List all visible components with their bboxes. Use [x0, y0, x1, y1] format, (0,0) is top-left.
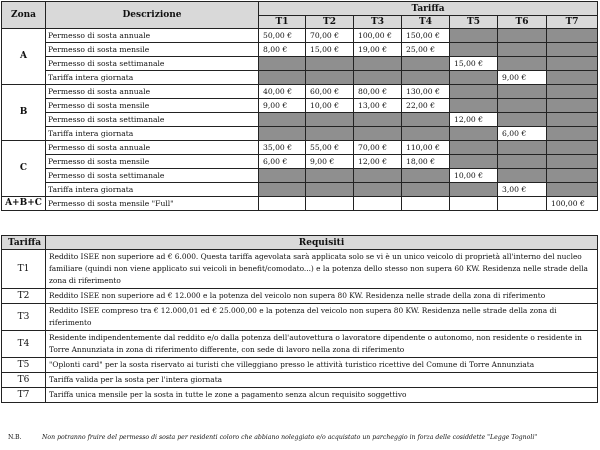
empty-price-cell	[259, 57, 306, 71]
price-cell: 150,00 €	[402, 29, 450, 43]
empty-price-cell	[450, 29, 498, 43]
empty-price-cell	[259, 71, 306, 85]
requirement-tier: T7	[2, 388, 46, 403]
req-header-requisiti: Requisiti	[46, 236, 598, 250]
empty-price-cell	[306, 113, 354, 127]
empty-price-cell	[498, 57, 547, 71]
tariff-table	[1, 1, 598, 220]
tariff-row	[2, 99, 598, 113]
permit-description: Permesso di sosta annuale	[46, 29, 259, 43]
requirement-row	[2, 289, 598, 304]
empty-price-cell	[547, 71, 598, 85]
price-cell: 9,00 €	[259, 99, 306, 113]
price-cell: 18,00 €	[402, 155, 450, 169]
requirement-tier: T5	[2, 358, 46, 373]
requirement-row	[2, 250, 598, 289]
price-cell: 13,00 €	[354, 99, 402, 113]
empty-price-cell	[450, 85, 498, 99]
header-tier-t5: T5	[450, 16, 498, 29]
empty-price-cell	[402, 71, 450, 85]
empty-price-cell	[259, 197, 306, 211]
requirement-tier: T4	[2, 331, 46, 358]
empty-price-cell	[450, 71, 498, 85]
empty-price-cell	[498, 99, 547, 113]
empty-price-cell	[402, 169, 450, 183]
requirement-text: "Oplonti card" per la sosta riservato ai turisti che villeggiano presso le attività turistico ricettive del Comune di Torre Annunziata	[46, 358, 598, 373]
empty-price-cell	[306, 169, 354, 183]
empty-price-cell	[402, 183, 450, 197]
price-cell: 8,00 €	[259, 43, 306, 57]
empty-price-cell	[259, 113, 306, 127]
empty-price-cell	[354, 127, 402, 141]
tariff-row	[2, 169, 598, 183]
empty-price-cell	[547, 183, 598, 197]
empty-price-cell	[547, 99, 598, 113]
empty-price-cell	[547, 155, 598, 169]
empty-price-cell	[450, 127, 498, 141]
requirements-table	[1, 235, 598, 403]
empty-price-cell	[498, 43, 547, 57]
price-cell: 19,00 €	[354, 43, 402, 57]
tariff-row	[2, 29, 598, 43]
empty-price-cell	[354, 169, 402, 183]
header-tier-t4: T4	[402, 16, 450, 29]
empty-price-cell	[498, 141, 547, 155]
empty-price-cell	[402, 127, 450, 141]
empty-price-cell	[354, 197, 402, 211]
requirement-text: Reddito ISEE non superiore ad € 6.000. Questa tariffa agevolata sarà applicata solo se vi è un unico veicolo di proprietà all'interno del nucleo familiare (quindi non viene applicato sui veicoli in benefit/comodato...) e la potenza dello stesso non supera 60 KW. Residenza nelle strade della zona di riferimento	[46, 250, 598, 289]
tariff-table-body	[2, 29, 598, 211]
spacer-cell	[2, 211, 598, 221]
empty-price-cell	[306, 197, 354, 211]
empty-price-cell	[498, 169, 547, 183]
requirement-text: Tariffa unica mensile per la sosta in tutte le zone a pagamento senza alcun requisito soggettivo	[46, 388, 598, 403]
empty-price-cell	[450, 155, 498, 169]
price-cell: 10,00 €	[450, 169, 498, 183]
requirement-row	[2, 373, 598, 388]
empty-price-cell	[354, 113, 402, 127]
empty-price-cell	[498, 155, 547, 169]
empty-price-cell	[547, 85, 598, 99]
req-header-tariffa: Tariffa	[2, 236, 46, 250]
permit-description: Tariffa intera giornata	[46, 183, 259, 197]
price-cell: 22,00 €	[402, 99, 450, 113]
footnote-label: N.B.	[8, 434, 22, 441]
requirement-text: Residente indipendentemente dal reddito e/o dalla potenza dell'autovettura o lavoratore dipendente o autonomo, non residente o residente in Torre Annunziata in zona di riferimento differente, con sede di lavoro nella zona di riferimento	[46, 331, 598, 358]
permit-description: Permesso di sosta mensile "Full"	[46, 197, 259, 211]
header-tier-t7: T7	[547, 16, 598, 29]
empty-price-cell	[402, 197, 450, 211]
empty-price-cell	[259, 169, 306, 183]
requirement-row	[2, 388, 598, 403]
price-cell: 6,00 €	[259, 155, 306, 169]
header-tier-t6: T6	[498, 16, 547, 29]
empty-price-cell	[547, 127, 598, 141]
permit-description: Permesso di sosta settimanale	[46, 113, 259, 127]
price-cell: 15,00 €	[450, 57, 498, 71]
price-cell: 70,00 €	[306, 29, 354, 43]
empty-price-cell	[354, 57, 402, 71]
tariff-row	[2, 183, 598, 197]
price-cell: 9,00 €	[498, 71, 547, 85]
zone-label: C	[2, 141, 46, 197]
header-tier-t2: T2	[306, 16, 354, 29]
empty-price-cell	[450, 141, 498, 155]
empty-price-cell	[547, 141, 598, 155]
tariff-row	[2, 141, 598, 155]
permit-description: Permesso di sosta settimanale	[46, 57, 259, 71]
requirement-tier: T3	[2, 304, 46, 331]
price-cell: 15,00 €	[306, 43, 354, 57]
requirement-text: Reddito ISEE compreso tra € 12.000,01 ed € 25.000,00 e la potenza del veicolo non supera 80 KW. Residenza nelle strade della zona di riferimento	[46, 304, 598, 331]
price-cell: 100,00 €	[354, 29, 402, 43]
price-cell: 3,00 €	[498, 183, 547, 197]
empty-price-cell	[450, 43, 498, 57]
permit-description: Permesso di sosta mensile	[46, 155, 259, 169]
tariff-row	[2, 197, 598, 211]
empty-price-cell	[498, 113, 547, 127]
permit-description: Permesso di sosta annuale	[46, 141, 259, 155]
requirement-tier: T1	[2, 250, 46, 289]
price-cell: 9,00 €	[306, 155, 354, 169]
permit-description: Permesso di sosta mensile	[46, 43, 259, 57]
tariff-row	[2, 57, 598, 71]
requirement-row	[2, 358, 598, 373]
price-cell: 60,00 €	[306, 85, 354, 99]
tariff-row	[2, 127, 598, 141]
empty-price-cell	[450, 197, 498, 211]
empty-price-cell	[354, 183, 402, 197]
requirement-tier: T6	[2, 373, 46, 388]
price-cell: 50,00 €	[259, 29, 306, 43]
price-cell: 10,00 €	[306, 99, 354, 113]
price-cell: 70,00 €	[354, 141, 402, 155]
empty-price-cell	[402, 57, 450, 71]
permit-description: Permesso di sosta settimanale	[46, 169, 259, 183]
header-zona: Zona	[2, 2, 46, 29]
price-cell: 110,00 €	[402, 141, 450, 155]
price-cell: 40,00 €	[259, 85, 306, 99]
price-cell: 35,00 €	[259, 141, 306, 155]
empty-price-cell	[402, 113, 450, 127]
tariff-row	[2, 85, 598, 99]
empty-price-cell	[306, 71, 354, 85]
price-cell: 25,00 €	[402, 43, 450, 57]
spacer-row	[2, 211, 598, 221]
price-cell: 12,00 €	[354, 155, 402, 169]
tariff-row	[2, 155, 598, 169]
empty-price-cell	[259, 183, 306, 197]
tariff-row	[2, 43, 598, 57]
requirement-tier: T2	[2, 289, 46, 304]
permit-description: Permesso di sosta mensile	[46, 99, 259, 113]
price-cell: 55,00 €	[306, 141, 354, 155]
price-cell: 130,00 €	[402, 85, 450, 99]
empty-price-cell	[498, 85, 547, 99]
permit-description: Permesso di sosta annuale	[46, 85, 259, 99]
requirement-text: Reddito ISEE non superiore ad € 12.000 e la potenza del veicolo non supera 80 KW. Residenza nelle strade della zona di riferimento	[46, 289, 598, 304]
requirement-row	[2, 304, 598, 331]
requirement-row	[2, 331, 598, 358]
permit-description: Tariffa intera giornata	[46, 71, 259, 85]
header-tier-t1: T1	[259, 16, 306, 29]
empty-price-cell	[547, 113, 598, 127]
empty-price-cell	[547, 57, 598, 71]
empty-price-cell	[547, 169, 598, 183]
requirement-text: Tariffa valida per la sosta per l'intera giornata	[46, 373, 598, 388]
zone-label: A+B+C	[2, 197, 46, 211]
empty-price-cell	[547, 29, 598, 43]
footnote	[8, 434, 594, 441]
zone-label: B	[2, 85, 46, 141]
empty-price-cell	[498, 29, 547, 43]
header-tariffa: Tariffa	[259, 2, 598, 16]
tariff-row	[2, 71, 598, 85]
empty-price-cell	[306, 183, 354, 197]
permit-description: Tariffa intera giornata	[46, 127, 259, 141]
price-cell: 100,00 €	[547, 197, 598, 211]
price-cell: 12,00 €	[450, 113, 498, 127]
header-descrizione: Descrizione	[46, 2, 259, 29]
empty-price-cell	[450, 183, 498, 197]
empty-price-cell	[354, 71, 402, 85]
requirements-table-body	[2, 250, 598, 403]
price-cell: 80,00 €	[354, 85, 402, 99]
footnote-text: Non potranno fruire del permesso di sosta per residenti coloro che abbiano noleggiato e/o acquistato un parcheggio in forza delle cosiddette "Legge Tognoli"	[42, 434, 538, 441]
empty-price-cell	[547, 43, 598, 57]
empty-price-cell	[306, 127, 354, 141]
empty-price-cell	[450, 99, 498, 113]
empty-price-cell	[498, 197, 547, 211]
price-cell: 6,00 €	[498, 127, 547, 141]
empty-price-cell	[306, 57, 354, 71]
empty-price-cell	[259, 127, 306, 141]
header-tier-t3: T3	[354, 16, 402, 29]
tariff-row	[2, 113, 598, 127]
zone-label: A	[2, 29, 46, 85]
